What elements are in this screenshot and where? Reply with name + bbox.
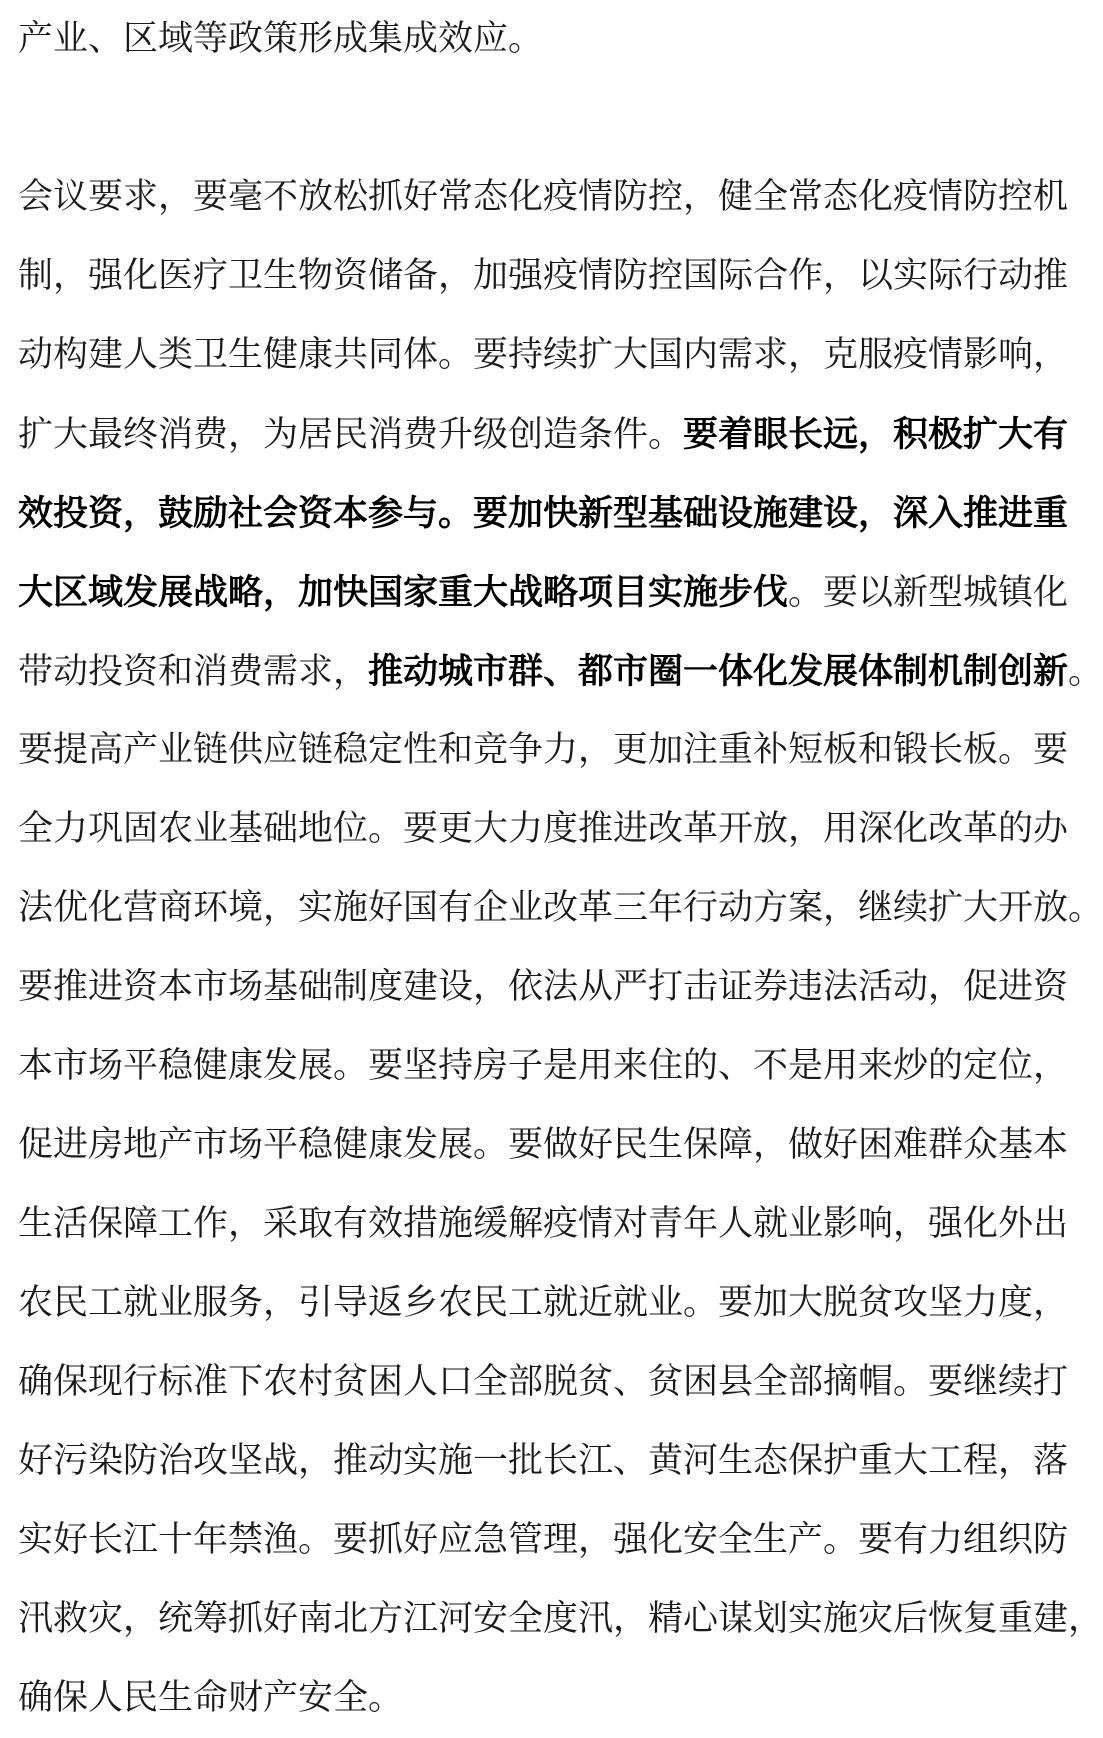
bold-text-segment: 推动城市群、都市圈一体化发展体制机制创新 — [368, 651, 1069, 692]
text-segment: 。 — [1068, 652, 1103, 692]
text-line — [18, 1185, 1069, 1264]
text-line — [18, 1580, 1103, 1659]
text-segment: 动构建人类卫生健康共同体。要持续扩大国内需求，克服疫情影响， — [18, 335, 1069, 375]
intro-line: 产业、区域等政策形成集成效应。 — [18, 19, 544, 59]
text-segment: 实好长江十年禁渔。要抓好应急管理，强化安全生产。要有力组织防 — [18, 1520, 1069, 1560]
text-segment: 制，强化医疗卫生物资储备，加强疫情防控国际合作，以实际行动推 — [18, 256, 1069, 296]
text-segment: 带动投资和消费需求， — [18, 652, 369, 692]
text-line — [18, 1659, 1064, 1738]
bold-text-segment: 要着眼长远，积极扩大有 — [683, 414, 1069, 455]
text-segment: 本市场平稳健康发展。要坚持房子是用来住的、不是用来炒的定位， — [18, 1046, 1069, 1086]
paragraph-gap — [18, 79, 1064, 158]
text-segment: 农民工就业服务，引导返乡农民工就近就业。要加大脱贫攻坚力度， — [18, 1283, 1069, 1323]
text-segment: 。要以新型城镇化 — [788, 573, 1069, 613]
text-segment: 生活保障工作，采取有效措施缓解疫情对青年人就业影响，强化外出 — [18, 1204, 1069, 1244]
paragraph-body — [18, 158, 1103, 1738]
text-line — [18, 790, 1069, 869]
bold-text-segment: 大区域发展战略，加快国家重大战略项目实施步伐 — [18, 572, 789, 613]
text-segment: 确保现行标准下农村贫困人口全部脱贫、贫困县全部摘帽。要继续打 — [18, 1362, 1069, 1402]
text-segment: 确保人民生命财产安全。 — [18, 1678, 404, 1718]
text-line — [18, 237, 1069, 316]
text-segment: 要提高产业链供应链稳定性和竞争力，更加注重补短板和锻长板。要 — [18, 730, 1069, 770]
text-segment: 会议要求，要毫不放松抓好常态化疫情防控，健全常态化疫情防控机 — [18, 177, 1069, 217]
text-segment: 全力巩固农业基础地位。要更大力度推进改革开放，用深化改革的办 — [18, 809, 1069, 849]
text-segment: 扩大最终消费，为居民消费升级创造条件。 — [18, 415, 684, 455]
text-line — [18, 1422, 1069, 1501]
text-line — [18, 158, 1069, 237]
text-line — [18, 1264, 1069, 1343]
text-line — [18, 395, 1069, 474]
text-segment: 促进房地产市场平稳健康发展。要做好民生保障，做好困难群众基本 — [18, 1125, 1069, 1165]
bold-text-segment: 效投资，鼓励社会资本参与。要加快新型基础设施建设，深入推进重 — [18, 493, 1069, 534]
text-line — [18, 553, 1069, 632]
document-page — [18, 0, 1103, 1738]
text-segment: 法优化营商环境，实施好国有企业改革三年行动方案，继续扩大开放。 — [18, 888, 1103, 928]
text-line — [18, 632, 1103, 711]
text-segment: 汛救灾，统筹抓好南北方江河安全度汛，精心谋划实施灾后恢复重建， — [18, 1599, 1103, 1639]
text-segment: 要推进资本市场基础制度建设，依法从严打击证券违法活动，促进资 — [18, 967, 1069, 1007]
text-segment: 好污染防治攻坚战，推动实施一批长江、黄河生态保护重大工程，落 — [18, 1441, 1069, 1481]
text-line — [18, 948, 1069, 1027]
text-line — [18, 474, 1069, 553]
text-line — [18, 1501, 1069, 1580]
text-line — [18, 711, 1069, 790]
text-line — [18, 1343, 1069, 1422]
text-line — [18, 1027, 1069, 1106]
text-line — [18, 1106, 1069, 1185]
text-line — [18, 869, 1103, 948]
text-line — [18, 316, 1069, 395]
